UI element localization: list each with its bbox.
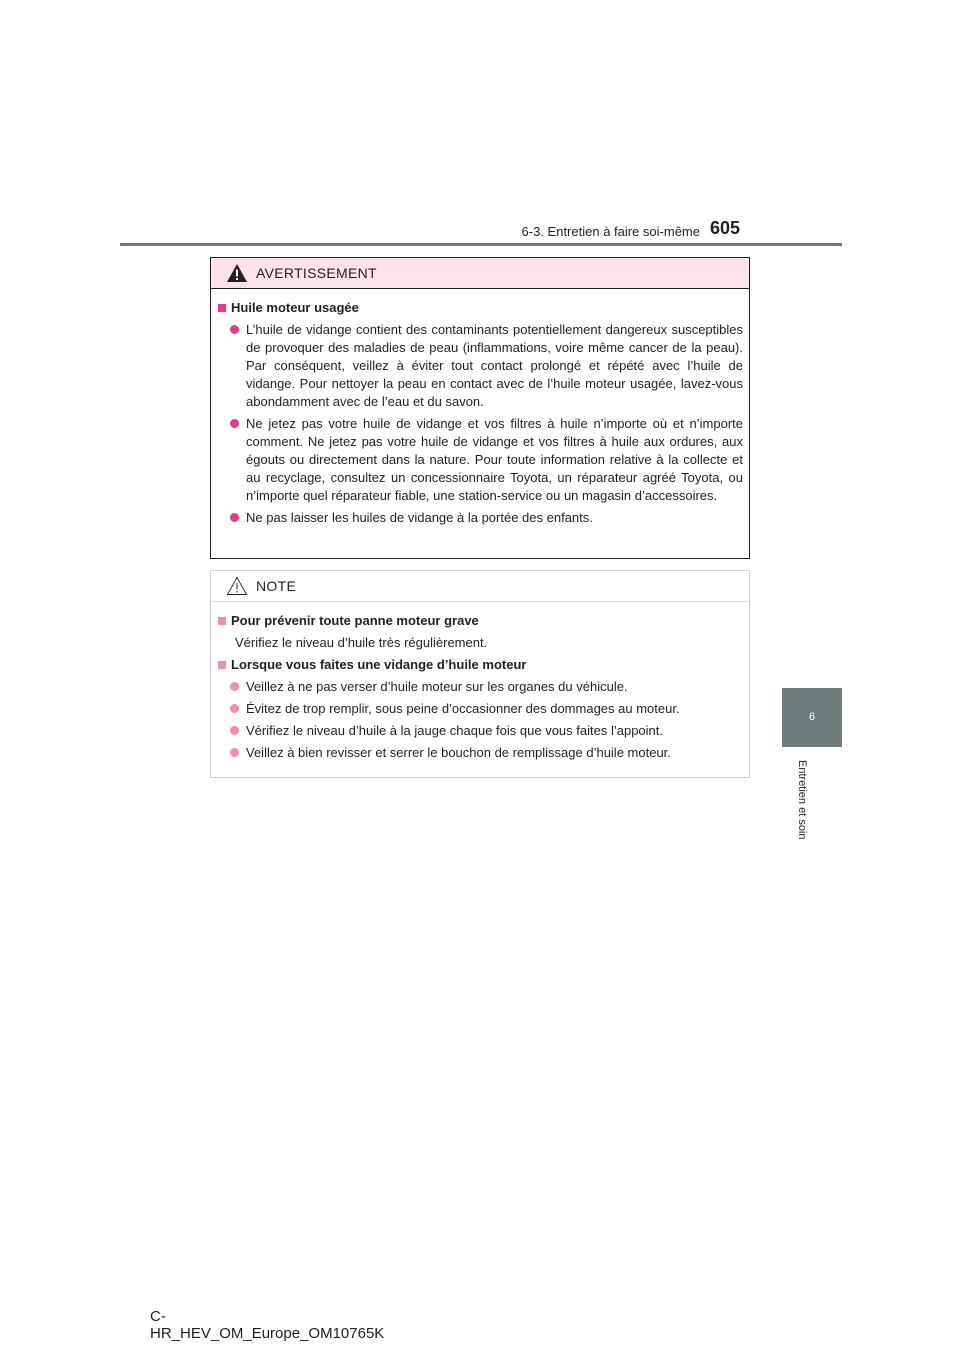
warning-heading-text: Huile moteur usagée [231, 300, 359, 315]
warning-box-title: AVERTISSEMENT [256, 265, 377, 281]
round-bullet-icon [230, 748, 239, 757]
list-item [217, 678, 743, 696]
list-item-text: Ne pas laisser les huiles de vidange à la portée des enfants. [246, 510, 593, 525]
list-item [217, 722, 743, 740]
list-item-text: Ne jetez pas votre huile de vidange et vos filtres à huile n’importe où et n’importe comment. Ne jetez pas votre huile de vidange et vos filtres à huile aux ordures, aux égouts ou directement dans la nature. Pour toute information relative à la collecte et au recyclage, consultez un concessionnaire Toyota, un réparateur agréé Toyota, ou n’importe quel réparateur fiable, une station-service ou un magasin d’accessoires. [246, 416, 743, 503]
list-item [217, 744, 743, 762]
page-number: 605 [710, 218, 741, 238]
round-bullet-icon [230, 325, 239, 334]
round-bullet-icon [230, 513, 239, 522]
warning-box-body [211, 289, 749, 527]
list-item [217, 415, 743, 505]
chapter-number: 6 [808, 711, 816, 723]
round-bullet-icon [230, 726, 239, 735]
chapter-tab[interactable] [782, 688, 842, 747]
chapter-title: Entretien et soin [796, 760, 808, 840]
warning-box [210, 257, 750, 559]
list-item [217, 700, 743, 718]
round-bullet-icon [230, 419, 239, 428]
section-title: 6-3. Entretien à faire soi-même [521, 224, 700, 239]
note-box-header [211, 571, 749, 602]
note-paragraph: Vérifiez le niveau d’huile très régulièrement. [235, 635, 488, 650]
list-item-text: L’huile de vidange contient des contaminants potentiellement dangereux susceptibles de provoquer des maladies de peau (inflammations, voire même cancer de la peau). Par conséquent, veillez à éviter tout contact prolongé et répété avec l’huile de vidange. Pour nettoyer la peau en contact avec de l’huile moteur usagée, lavez-vous abondamment avec de l’eau et du savon. [246, 322, 743, 409]
square-bullet-icon [218, 304, 226, 312]
header-divider [120, 243, 842, 246]
note-heading-text: Lorsque vous faites une vidange d’huile moteur [231, 657, 527, 672]
warning-triangle-icon [226, 263, 248, 283]
note-heading [217, 612, 743, 630]
note-box-title: NOTE [256, 578, 297, 594]
caution-triangle-outline-icon [226, 576, 248, 596]
round-bullet-icon [230, 682, 239, 691]
round-bullet-icon [230, 704, 239, 713]
square-bullet-icon [218, 617, 226, 625]
warning-box-header [211, 258, 749, 289]
note-box-body [211, 602, 749, 762]
note-heading [217, 656, 743, 674]
list-item-text: Vérifiez le niveau d’huile à la jauge chaque fois que vous faites l’appoint. [246, 723, 663, 738]
list-item [217, 321, 743, 411]
list-item-text: Évitez de trop remplir, sous peine d’occasionner des dommages au moteur. [246, 701, 680, 716]
note-box [210, 570, 750, 778]
list-item-text: Veillez à ne pas verser d’huile moteur sur les organes du véhicule. [246, 679, 628, 694]
note-heading-text: Pour prévenir toute panne moteur grave [231, 613, 479, 628]
list-item [217, 509, 743, 527]
list-item-text: Veillez à bien revisser et serrer le bouchon de remplissage d’huile moteur. [246, 745, 671, 760]
warning-heading [217, 299, 743, 317]
square-bullet-icon [218, 661, 226, 669]
chapter-title-vertical [782, 760, 808, 850]
document-code: C-HR_HEV_OM_Europe_OM10765K [150, 1308, 385, 1342]
